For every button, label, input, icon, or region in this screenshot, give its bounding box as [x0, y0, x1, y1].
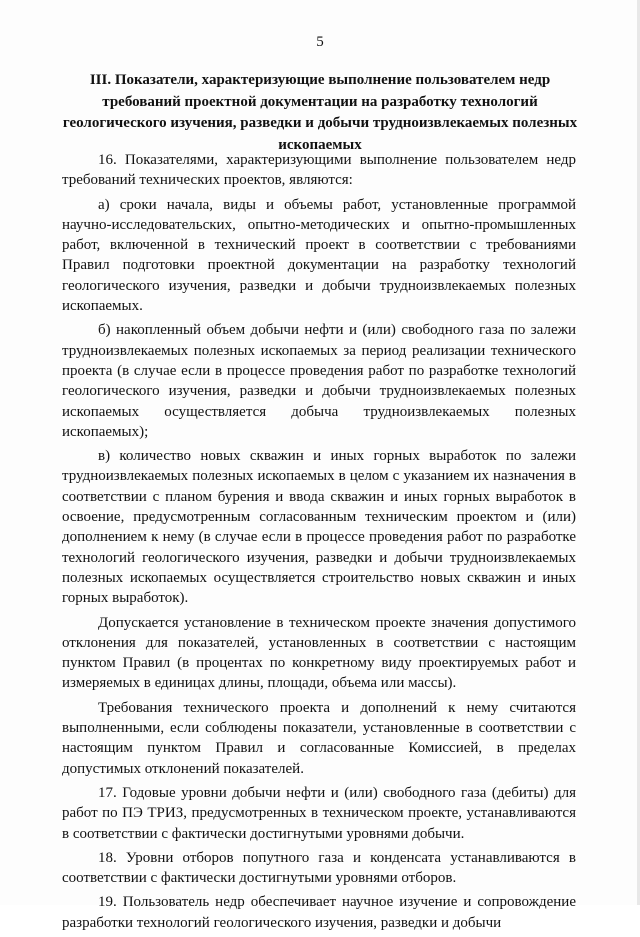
- paragraph-19: 19. Пользователь недр обеспечивает научное изучение и сопровождение разработки технологий геологического изучения, разведки и добычи: [62, 894, 576, 931]
- paragraph-18: 18. Уровни отборов попутного газа и конденсата устанавливаются в соответствии с фактически достигнутыми уровнями отборов.: [62, 849, 576, 887]
- paragraph-16a: а) сроки начала, виды и объемы работ, установленные программой научно-исследовательских, опытно-методических и опытно-промышленных работ, включенной в технический проект в соответствии с требованиями Правил подготовки проектной документации на разработку технологий геологического изучения, разведки и добычи трудноизвлекаемых полезных ископаемых.: [62, 196, 576, 315]
- page-number: 5: [316, 34, 324, 50]
- paragraph-16b: б) накопленный объем добычи нефти и (или) свободного газа по залежи трудноизвлекаемых полезных ископаемых за период реализации технического проекта (в случае если в процессе проведения работ по разработке технологий геологического изучения, разведки и добычи трудноизвлекаемых полезных ископаемых осуществляется добыча трудноизвлекаемых полезных ископаемых);: [62, 322, 576, 440]
- paragraph-deviation: Допускается установление в техническом проекте значения допустимого отклонения для показателей, установленных в соответствии с настоящим пунктом Правил (в процентах по конкретному виду проектируемых работ и измеряемых в единицах длины, площади, объема или массы).: [62, 614, 576, 692]
- paragraph-17: 17. Годовые уровни добычи нефти и (или) свободного газа (дебиты) для работ по ПЭ ТРИЗ, предусмотренных в техническом проекте, устанавливаются в соответствии с фактически достигнутыми уровнями добычи.: [62, 784, 576, 842]
- section-heading: III. Показатели, характеризующие выполнение пользователем недр требований проектной документации на разработку технологий геологического изучения, разведки и добычи трудноизвлекаемых полезных ископаемых: [62, 72, 578, 153]
- paragraph-16v: в) количество новых скважин и иных горных выработок по залежи трудноизвлекаемых полезных ископаемых в целом с указанием их назначения в соответствии с планом бурения и ввода скважин и иных горных выработок в освоение, предусмотренным согласованным техническим проектом и (или) дополнением к нему (в случае если в процессе проведения работ по разработке технологий геологического изучения, разведки и добычи трудноизвлекаемых полезных ископаемых осуществляется строительство новых скважин и иных горных выработок).: [62, 448, 576, 607]
- document-body: [62, 150, 576, 937]
- paragraph-requirements: Требования технического проекта и дополнений к нему считаются выполненными, если соблюдены показатели, установленные в соответствии с настоящим пунктом Правил и согласованные Комиссией, в пределах допустимых отклонений показателей.: [62, 699, 576, 777]
- paragraph-16: 16. Показателями, характеризующими выполнение пользователем недр требований технических проектов, являются:: [62, 152, 576, 189]
